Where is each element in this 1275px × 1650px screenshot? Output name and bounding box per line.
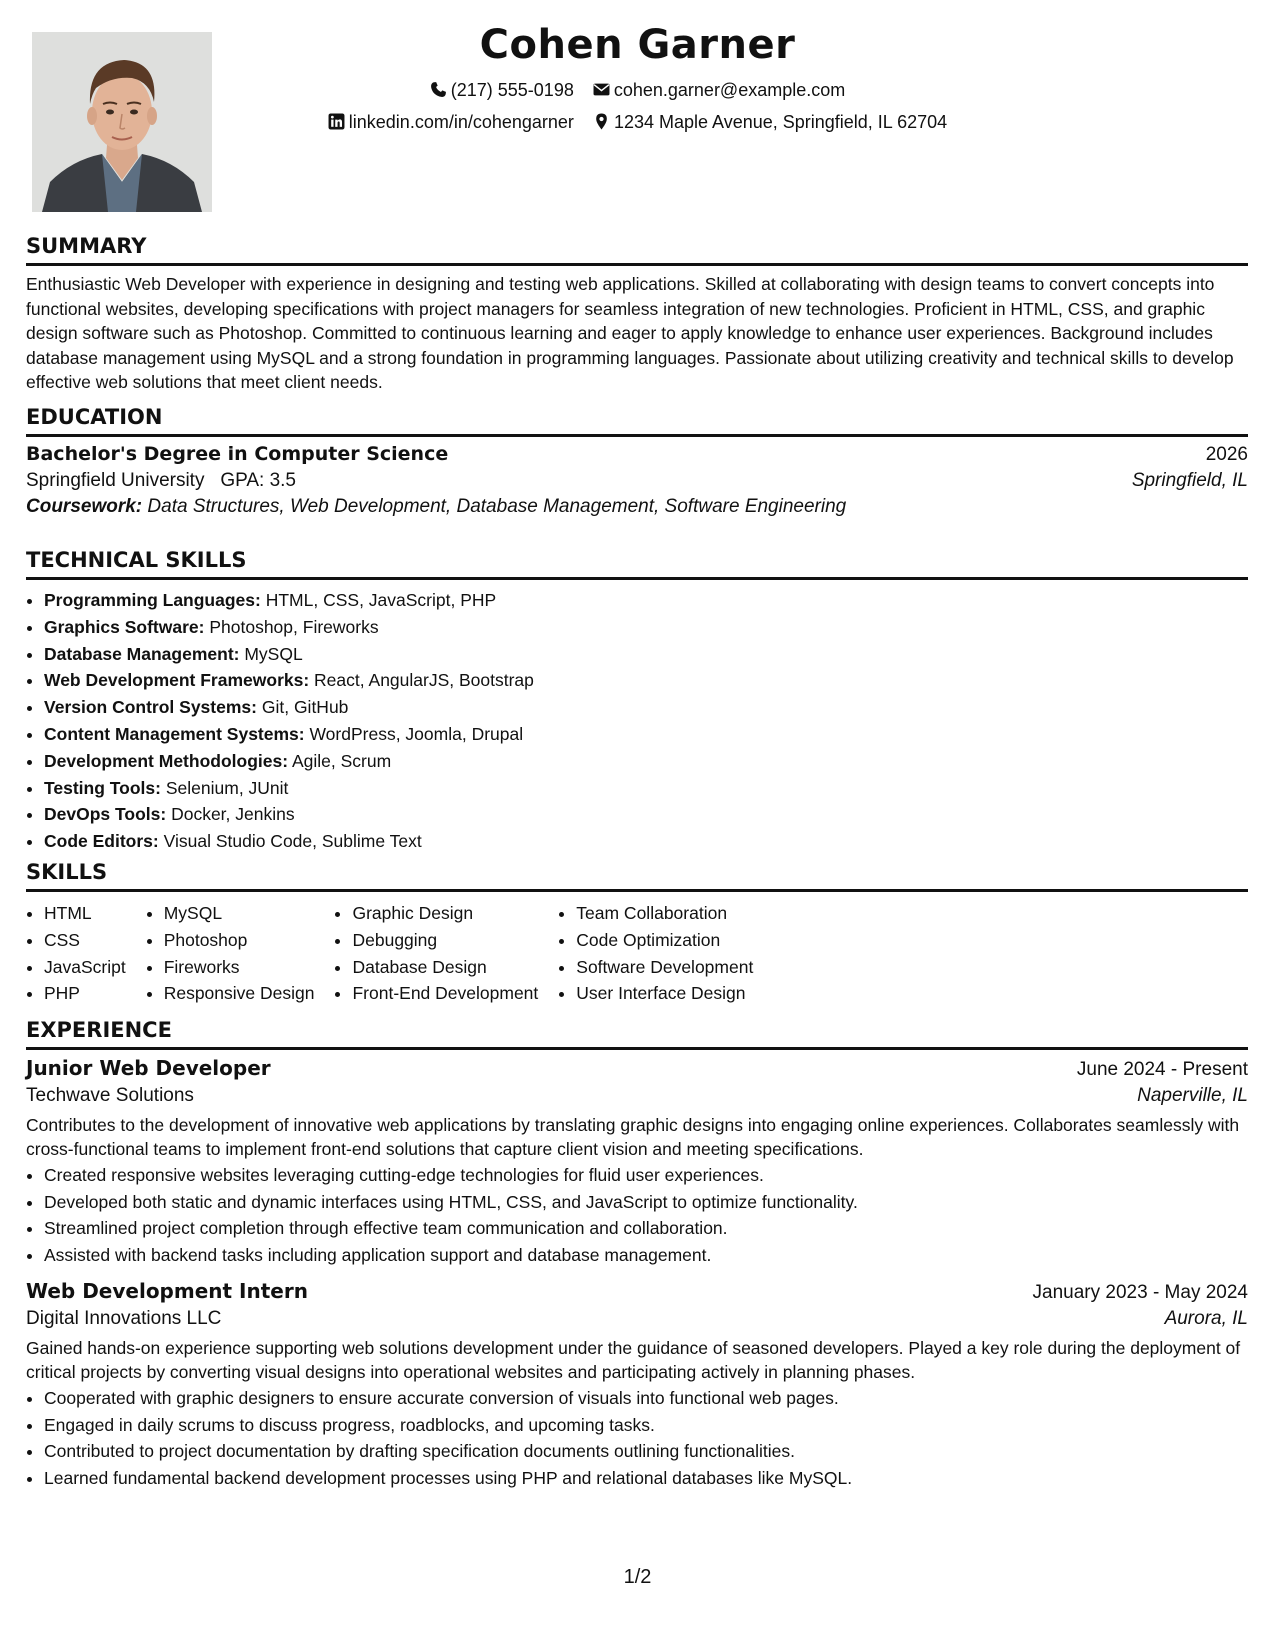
job-bullets [26,1385,1248,1492]
list-item: • Engaged in daily scrums to discuss progress, roadblocks, and upcoming tasks. [44,1412,1248,1439]
technical-skills-list [26,587,1248,855]
candidate-name: Cohen Garner [479,22,796,68]
list-item: • Software Development [576,954,753,981]
skills-columns [26,900,1248,1007]
coursework-list: Data Structures, Web Development, Database Management, Software Engineering [147,496,847,517]
skills-column-3 [334,900,538,1007]
job-description: Contributes to the development of innovative web applications by translating graphic designs into engaging online experiences. Collaborates seamlessly with cross-functional teams to implement front-end solutions that capture client vision and meeting specifications. [26,1115,1240,1160]
map-pin-icon [593,113,610,130]
coursework-label: Coursework: [26,496,143,517]
section-title-education: EDUCATION [26,403,1248,437]
job-header-row [26,1279,1248,1304]
list-item: • Debugging [352,927,538,954]
phone-text: (217) 555-0198 [450,80,574,100]
school-location: Springfield, IL [1131,470,1248,491]
list-item: • Photoshop [164,927,315,954]
list-item: • JavaScript [44,954,126,981]
list-item [44,587,1248,614]
skill-values: WordPress, Joomla, Drupal [309,723,524,744]
school-name: Springfield University [26,470,205,491]
section-title-technical-skills: TECHNICAL SKILLS [26,546,1248,580]
skills-column-1 [26,900,126,1007]
contact-line-2 [0,112,1275,133]
technical-skills-section [26,546,1248,855]
linkedin-icon [328,113,345,130]
school-line [26,470,296,492]
list-item: • Fireworks [164,954,315,981]
skill-category: Development Methodologies: [44,750,289,771]
experience-section [26,1016,1248,1492]
skill-category: Code Editors: [44,831,159,852]
email-text: cohen.garner@example.com [613,80,846,100]
skill-category: Programming Languages: [44,590,261,610]
summary-section [26,232,1248,395]
email-contact[interactable] [593,80,845,101]
skill-category: Database Management: [44,643,240,664]
list-item: • PHP [44,980,126,1007]
skill-values: React, AngularJS, Bootstrap [314,670,534,691]
list-item [44,614,1248,641]
skill-values: Agile, Scrum [291,750,392,771]
graduation-year: 2026 [1205,444,1248,465]
education-header-row [26,443,1248,466]
job-title: Junior Web Developer [26,1056,271,1080]
linkedin-contact[interactable] [328,112,574,133]
list-item: • User Interface Design [576,980,753,1007]
job-location: Aurora, IL [1164,1308,1248,1329]
list-item: • Front-End Development [352,980,538,1007]
skills-section [26,858,1248,1007]
list-item: • MySQL [164,900,315,927]
list-item: • Contributed to project documentation by drafting specification documents outlining functionalities. [44,1438,1248,1465]
skills-column-4 [558,900,753,1007]
list-item [44,721,1248,748]
job-entry-2 [26,1279,1248,1492]
contact-line-1 [0,80,1275,101]
skills-column-2 [146,900,315,1007]
summary-text: Enthusiastic Web Developer with experience in designing and testing web applications. Skilled at collaborating with design teams to convert concepts into functional websites, developing specifications with project managers for seamless integration of new technologies. Proficient in HTML, CSS, and graphic design software such as Photoshop. Committed to continuous learning and eager to apply knowledge to enhance user experiences. Background includes database management using MySQL and a strong foundation in programming languages. Passionate about utilizing creativity and technical skills to develop effective web solutions that meet client needs. [26,274,1234,393]
list-item: • Responsive Design [164,980,315,1007]
job-description: Gained hands-on experience supporting web solutions development under the guidance of seasoned developers. Played a key role during the deployment of critical projects by converting visual designs into operational websites and participating actively in planning phases. [26,1338,1241,1383]
list-item: • Assisted with backend tasks including application support and database management. [44,1242,1248,1269]
job-dates: January 2023 - May 2024 [1032,1282,1248,1303]
list-item: • Cooperated with graphic designers to ensure accurate conversion of visuals into functional web pages. [44,1385,1248,1412]
list-item: • Created responsive websites leveraging cutting-edge technologies for fluid user experiences. [44,1162,1248,1189]
list-item: • CSS [44,927,126,954]
job-bullets [26,1162,1248,1269]
list-item: • Code Optimization [576,927,753,954]
job-location: Naperville, IL [1137,1085,1248,1106]
list-item: • Learned fundamental backend development processes using PHP and relational databases like MySQL. [44,1465,1248,1492]
phone-contact[interactable] [430,80,574,101]
gpa: GPA: 3.5 [220,470,296,491]
list-item: • Graphic Design [352,900,538,927]
list-item [44,801,1248,828]
list-item [44,641,1248,668]
phone-icon [430,81,447,98]
list-item [44,775,1248,802]
skill-category: Web Development Frameworks: [44,670,310,691]
skill-values: Docker, Jenkins [171,804,295,825]
skill-values: Visual Studio Code, Sublime Text [163,831,422,852]
list-item [44,667,1248,694]
coursework-line [26,496,1248,518]
section-title-skills: SKILLS [26,858,1248,892]
page-number: 1/2 [623,1566,652,1588]
skill-values: MySQL [244,643,303,664]
envelope-icon [593,81,610,98]
address-text: 1234 Maple Avenue, Springfield, IL 62704 [613,112,948,132]
job-entry-1 [26,1056,1248,1269]
list-item: • HTML [44,900,126,927]
linkedin-text: linkedin.com/in/cohengarner [348,112,574,132]
skill-values: Photoshop, Fireworks [209,616,379,637]
section-title-experience: EXPERIENCE [26,1016,1248,1050]
address-contact [593,112,947,133]
list-item [44,828,1248,855]
job-company-row [26,1308,1248,1330]
job-header-row [26,1056,1248,1081]
list-item [44,694,1248,721]
education-school-row [26,470,1248,492]
skill-values: Git, GitHub [261,697,349,718]
education-section [26,403,1248,518]
job-title: Web Development Intern [26,1279,308,1303]
list-item: • Database Design [352,954,538,981]
list-item: • Developed both static and dynamic interfaces using HTML, CSS, and JavaScript to optimize functionality. [44,1189,1248,1216]
company-name: Digital Innovations LLC [26,1308,222,1329]
job-dates: June 2024 - Present [1076,1059,1248,1080]
skill-category: Content Management Systems: [44,723,305,744]
company-name: Techwave Solutions [26,1085,194,1106]
skill-category: Version Control Systems: [44,697,257,718]
skill-category: Graphics Software: [44,616,205,637]
skill-category: DevOps Tools: [44,804,167,825]
list-item: • Streamlined project completion through effective team communication and collaboration. [44,1215,1248,1242]
skill-values: HTML, CSS, JavaScript, PHP [265,590,497,610]
list-item: • Team Collaboration [576,900,753,927]
list-item [44,748,1248,775]
section-title-summary: SUMMARY [26,232,1248,266]
job-company-row [26,1085,1248,1107]
skill-values: Selenium, JUnit [165,777,289,798]
degree-title: Bachelor's Degree in Computer Science [26,443,449,465]
skill-category: Testing Tools: [44,777,161,798]
